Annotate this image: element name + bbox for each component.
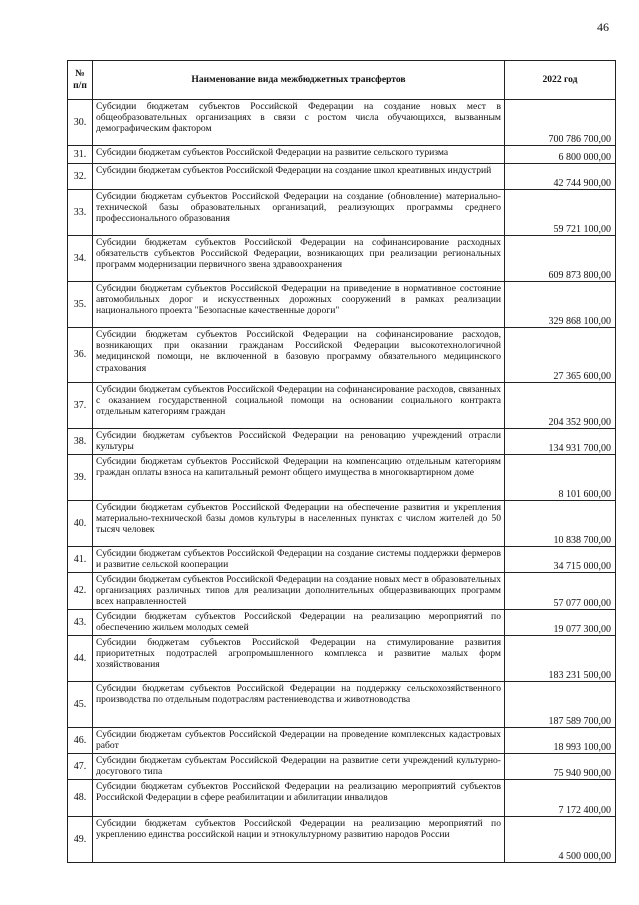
amount-value: 609 873 800,00 — [505, 236, 616, 282]
row-number: 37. — [68, 383, 93, 429]
transfer-description: Субсидии бюджетам субъектов Российской Федерации на проведение комплексных кадастровых работ — [93, 728, 505, 754]
amount-value: 27 365 600,00 — [505, 328, 616, 383]
transfer-description: Субсидии бюджетам субъектов Российской Федерации на софинансирование расходов, возникающих при оказании гражданам Российской Федерации высокотехнологичной медицинской помощи, не включенной в базовую программу обязательного медицинского страхования — [93, 328, 505, 383]
transfer-description: Субсидии бюджетам субъектов Российской Федерации на обеспечение развития и укрепления материально-технической базы домов культуры в населенных пунктах с числом жителей до 50 тысяч человек — [93, 501, 505, 547]
column-header-name: Наименование вида межбюджетных трансфертов — [93, 61, 505, 100]
column-header-number: № п/п — [68, 61, 93, 100]
table-row — [68, 236, 616, 282]
row-number: 39. — [68, 455, 93, 501]
table-row — [68, 383, 616, 429]
row-number: 34. — [68, 236, 93, 282]
row-number: 48. — [68, 780, 93, 817]
amount-value: 700 786 700,00 — [505, 100, 616, 146]
table-row — [68, 501, 616, 547]
row-number: 47. — [68, 754, 93, 780]
table-row — [68, 146, 616, 164]
amount-value: 19 077 300,00 — [505, 610, 616, 636]
amount-value: 42 744 900,00 — [505, 164, 616, 190]
table-header-row — [68, 61, 616, 100]
row-number: 35. — [68, 282, 93, 328]
column-header-year: 2022 год — [505, 61, 616, 100]
row-number: 32. — [68, 164, 93, 190]
transfer-description: Субсидии бюджетам субъектам Российской Федерации на развитие сети учреждений культурно-досугового типа — [93, 754, 505, 780]
table-row — [68, 190, 616, 236]
table-row — [68, 817, 616, 863]
table-row — [68, 754, 616, 780]
transfer-description: Субсидии бюджетам субъектов Российской Федерации на развитие сельского туризма — [93, 146, 505, 164]
transfer-description: Субсидии бюджетам субъектов Российской Федерации на создание новых мест в общеобразовательных организациях в связи с ростом числа обучающихся, вызванным демографическим фактором — [93, 100, 505, 146]
transfer-description: Субсидии бюджетам субъектов Российской Федерации на стимулирование развития приоритетных подотраслей агропромышленного комплекса и развитие малых форм хозяйствования — [93, 636, 505, 682]
table-row — [68, 547, 616, 573]
row-number: 36. — [68, 328, 93, 383]
amount-value: 187 589 700,00 — [505, 682, 616, 728]
amount-value: 8 101 600,00 — [505, 455, 616, 501]
row-number: 31. — [68, 146, 93, 164]
amount-value: 34 715 000,00 — [505, 547, 616, 573]
row-number: 40. — [68, 501, 93, 547]
table-body — [68, 100, 616, 863]
table-row — [68, 282, 616, 328]
table-row — [68, 455, 616, 501]
transfer-description: Субсидии бюджетам субъектов Российской Федерации на приведение в нормативное состояние автомобильных дорог и искусственных дорожных сооружений в рамках реализации национального проекта "Безопасные качественные дороги" — [93, 282, 505, 328]
amount-value: 7 172 400,00 — [505, 780, 616, 817]
row-number: 30. — [68, 100, 93, 146]
row-number: 38. — [68, 429, 93, 455]
amount-value: 183 231 500,00 — [505, 636, 616, 682]
amount-value: 6 800 000,00 — [505, 146, 616, 164]
transfer-description: Субсидии бюджетам субъектов Российской Федерации на реализацию мероприятий по обеспечению жильем молодых семей — [93, 610, 505, 636]
amount-value: 204 352 900,00 — [505, 383, 616, 429]
row-number: 45. — [68, 682, 93, 728]
table-row — [68, 164, 616, 190]
transfer-description: Субсидии бюджетам субъектов Российской Федерации на софинансирование расходных обязательств субъектов Российской Федерации, возникающих при реализации региональных программ модернизации первичного звена здравоохранения — [93, 236, 505, 282]
table-row — [68, 610, 616, 636]
budget-table — [67, 60, 616, 863]
table-row — [68, 682, 616, 728]
row-number: 44. — [68, 636, 93, 682]
row-number: 46. — [68, 728, 93, 754]
row-number: 41. — [68, 547, 93, 573]
amount-value: 10 838 700,00 — [505, 501, 616, 547]
amount-value: 329 868 100,00 — [505, 282, 616, 328]
row-number: 43. — [68, 610, 93, 636]
transfer-description: Субсидии бюджетам субъектов Российской Федерации на реализацию мероприятий по укреплению единства российской нации и этнокультурному развитию народов России — [93, 817, 505, 863]
page-number: 46 — [597, 20, 609, 34]
transfer-description: Субсидии бюджетам субъектов Российской Федерации на создание новых мест в образовательных организациях различных типов для реализации дополнительных общеразвивающих программ всех направленностей — [93, 573, 505, 610]
row-number: 42. — [68, 573, 93, 610]
amount-value: 75 940 900,00 — [505, 754, 616, 780]
amount-value: 134 931 700,00 — [505, 429, 616, 455]
transfer-description: Субсидии бюджетам субъектов Российской Федерации на создание (обновление) материально-технической базы образовательных организаций, реализующих программы среднего профессионального образования — [93, 190, 505, 236]
transfer-description: Субсидии бюджетам субъектов Российской Федерации на поддержку сельскохозяйственного производства по отдельным подотраслям растениеводства и животноводства — [93, 682, 505, 728]
transfer-description: Субсидии бюджетам субъектов Российской Федерации на реализацию мероприятий субъектов Российской Федерации в сфере реабилитации и абилитации инвалидов — [93, 780, 505, 817]
transfer-description: Субсидии бюджетам субъектов Российской Федерации на софинансирование расходов, связанных с оказанием государственной социальной помощи на основании социального контракта отдельным категориям граждан — [93, 383, 505, 429]
transfer-description: Субсидии бюджетам субъектов Российской Федерации на компенсацию отдельным категориям граждан оплаты взноса на капитальный ремонт общего имущества в многоквартирном доме — [93, 455, 505, 501]
table-row — [68, 573, 616, 610]
amount-value: 18 993 100,00 — [505, 728, 616, 754]
table-row — [68, 636, 616, 682]
amount-value: 4 500 000,00 — [505, 817, 616, 863]
row-number: 33. — [68, 190, 93, 236]
table-row — [68, 328, 616, 383]
table-row — [68, 728, 616, 754]
transfer-description: Субсидии бюджетам субъектов Российской Федерации на реновацию учреждений отрасли культуры — [93, 429, 505, 455]
row-number: 49. — [68, 817, 93, 863]
table-row — [68, 429, 616, 455]
table-row — [68, 780, 616, 817]
table-row — [68, 100, 616, 146]
transfer-description: Субсидии бюджетам субъектов Российской Федерации на создание системы поддержки фермеров и развитие сельской кооперации — [93, 547, 505, 573]
transfer-description: Субсидии бюджетам субъектов Российской Федерации на создание школ креативных индустрий — [93, 164, 505, 190]
amount-value: 57 077 000,00 — [505, 573, 616, 610]
amount-value: 59 721 100,00 — [505, 190, 616, 236]
